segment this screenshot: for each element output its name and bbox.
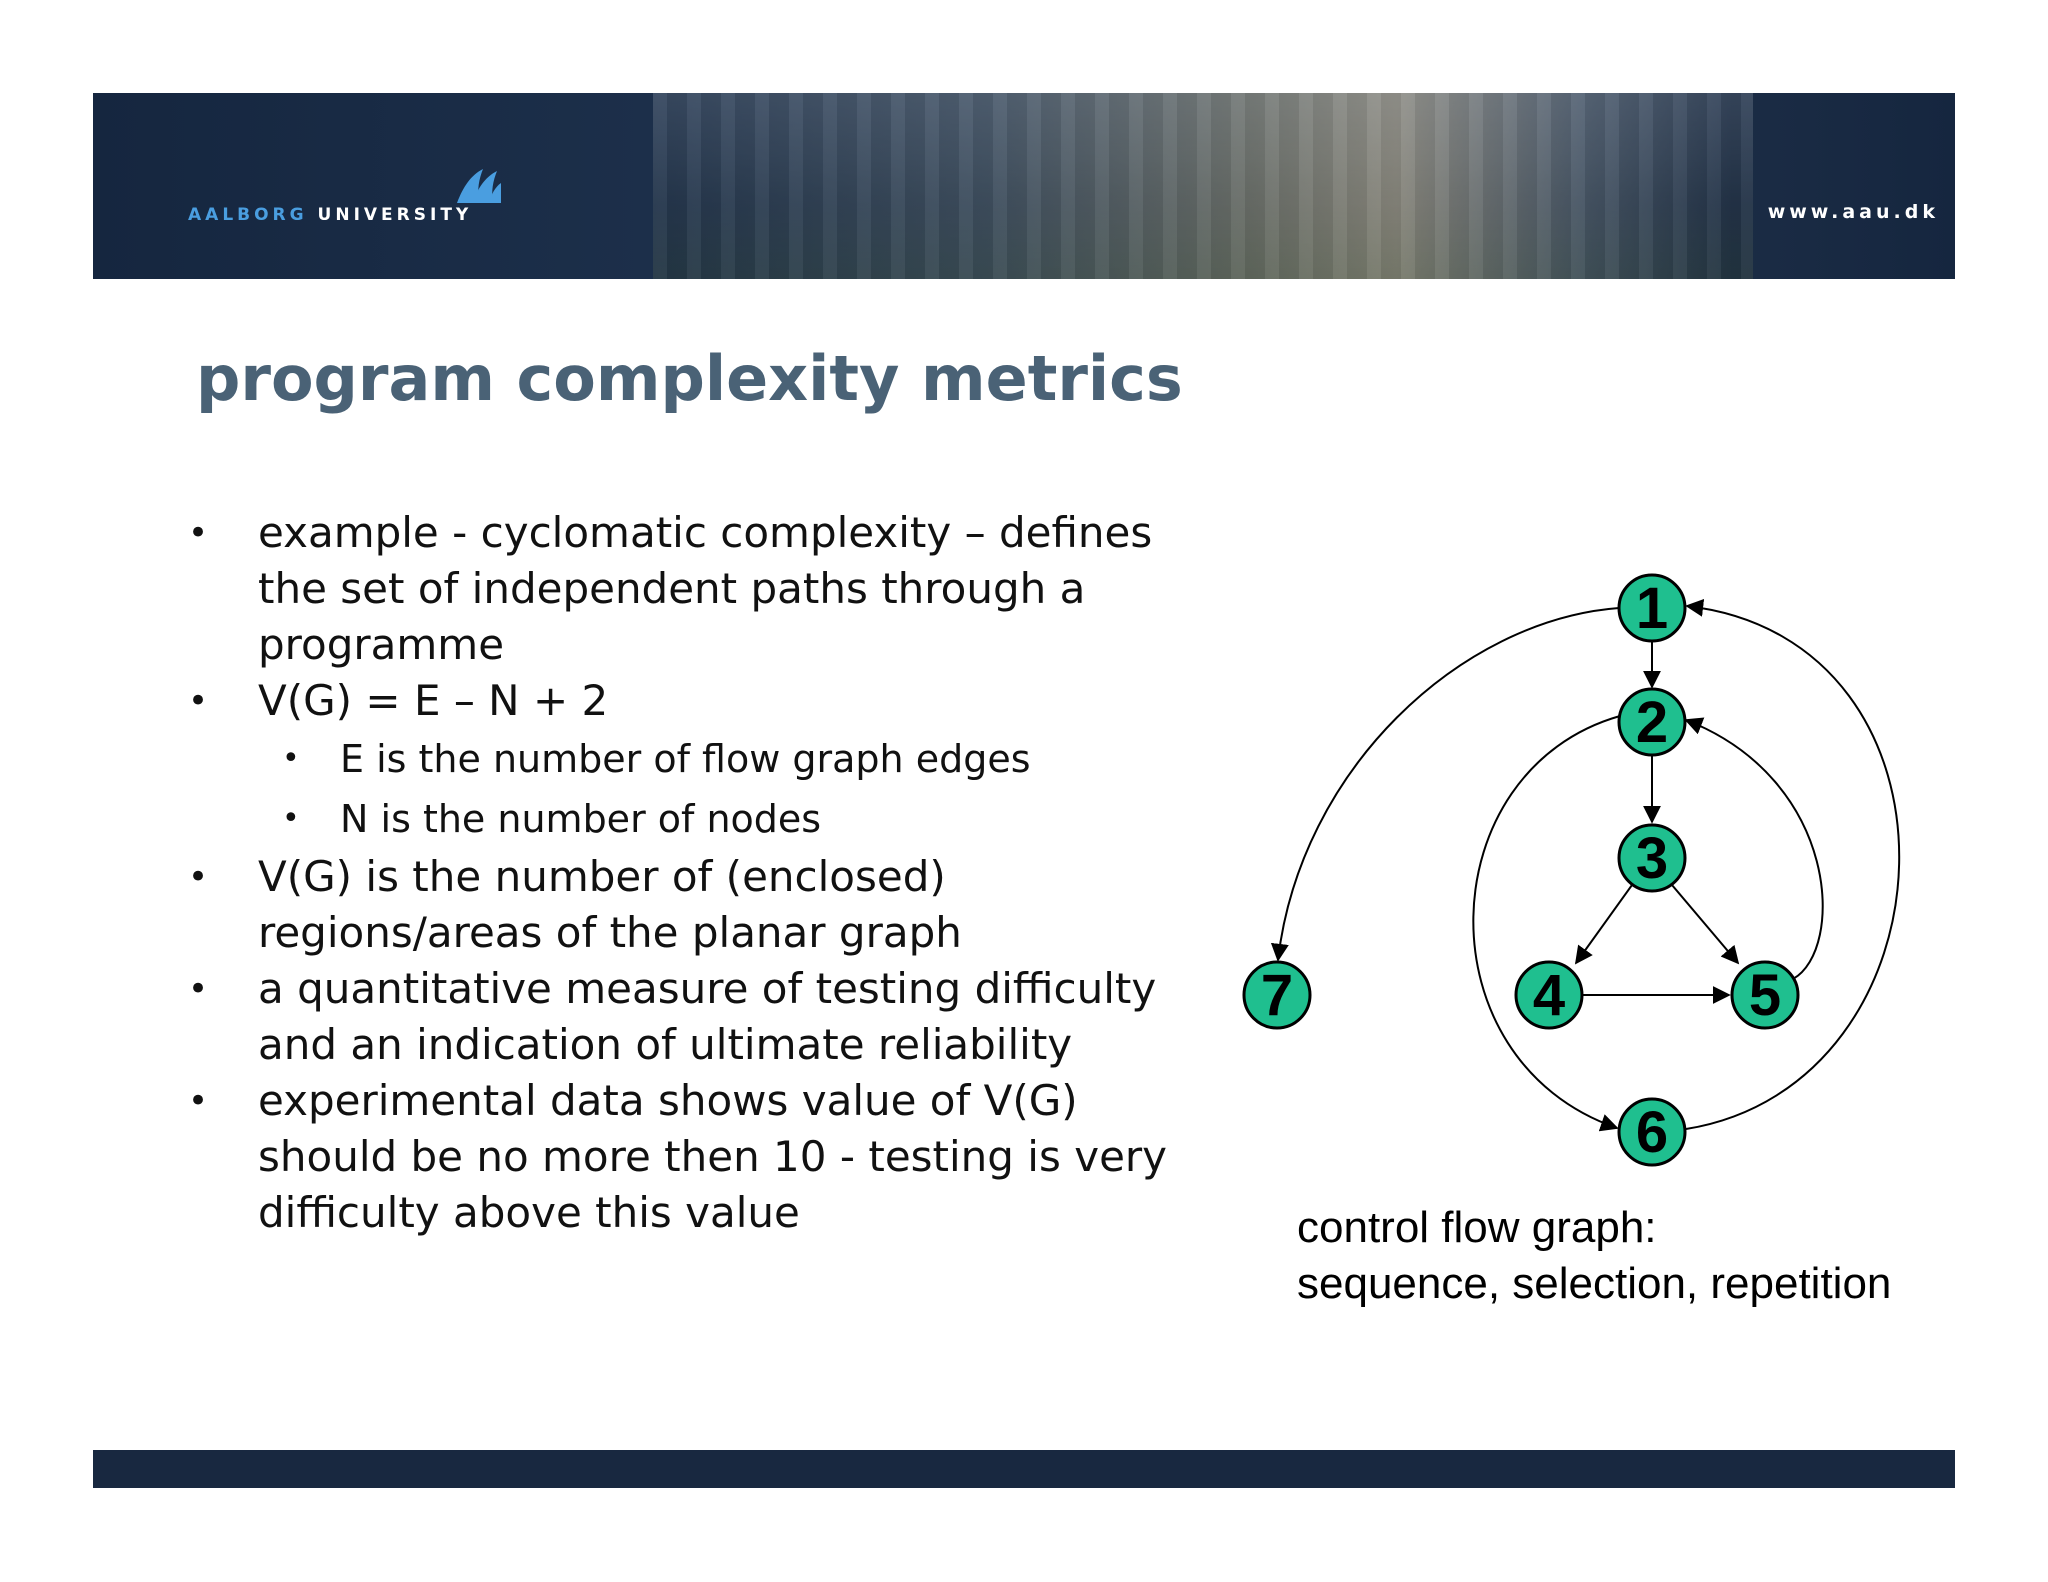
bullet-list bbox=[180, 505, 1200, 1241]
sub-bullet-item: • N is the number of nodes bbox=[180, 789, 1200, 849]
caption-line-2: sequence, selection, repetition bbox=[1297, 1259, 1892, 1308]
node-3 bbox=[1619, 825, 1685, 891]
edge-3-to-5 bbox=[1672, 885, 1738, 963]
node-label: 2 bbox=[1635, 690, 1669, 755]
node-5 bbox=[1732, 962, 1798, 1028]
edge-5-to-2 bbox=[1686, 720, 1823, 979]
bullet-item: • a quantitative measure of testing difficulty and an indication of ultimate reliability bbox=[180, 961, 1200, 1073]
node-label: 1 bbox=[1635, 576, 1669, 641]
node-label: 7 bbox=[1260, 963, 1294, 1028]
node-7 bbox=[1244, 962, 1310, 1028]
graph-caption bbox=[1297, 1200, 1891, 1312]
campus-photo bbox=[653, 93, 1753, 279]
logo-word-aalborg: AALBORG bbox=[188, 205, 308, 225]
node-label: 4 bbox=[1532, 963, 1566, 1028]
node-2 bbox=[1619, 689, 1685, 755]
bullet-item: • V(G) is the number of (enclosed) regions/areas of the planar graph bbox=[180, 849, 1200, 961]
logo-wordmark bbox=[188, 205, 472, 225]
sub-bullet-item: • E is the number of flow graph edges bbox=[180, 729, 1200, 789]
bullet-item: • example - cyclomatic complexity – defines the set of independent paths through a programme bbox=[180, 505, 1200, 673]
bullet-item: • experimental data shows value of V(G) should be no more then 10 - testing is very difficulty above this value bbox=[180, 1073, 1200, 1241]
node-6 bbox=[1619, 1099, 1685, 1165]
bullet-text: V(G) = E – N + 2 bbox=[258, 676, 609, 725]
edge-2-to-6 bbox=[1473, 716, 1620, 1128]
control-flow-graph bbox=[1230, 560, 1950, 1180]
logo-word-university: UNIVERSITY bbox=[317, 205, 473, 225]
footer-bar bbox=[93, 1450, 1955, 1488]
edge-3-to-4 bbox=[1576, 885, 1632, 963]
caption-line-1: control flow graph: bbox=[1297, 1203, 1657, 1252]
bullet-item bbox=[180, 673, 1200, 849]
node-label: 3 bbox=[1635, 826, 1669, 891]
edge-6-to-1 bbox=[1686, 606, 1899, 1129]
header-banner bbox=[93, 93, 1955, 279]
slide-title: program complexity metrics bbox=[196, 342, 1183, 415]
node-1 bbox=[1619, 575, 1685, 641]
edge-1-to-7 bbox=[1278, 608, 1619, 960]
sub-bullet-list bbox=[258, 729, 1200, 849]
site-url: www.aau.dk bbox=[1767, 201, 1939, 223]
node-label: 6 bbox=[1635, 1100, 1669, 1165]
node-4 bbox=[1516, 962, 1582, 1028]
node-label: 5 bbox=[1748, 963, 1782, 1028]
aau-logo-icon bbox=[453, 165, 503, 205]
university-logo bbox=[188, 165, 628, 225]
